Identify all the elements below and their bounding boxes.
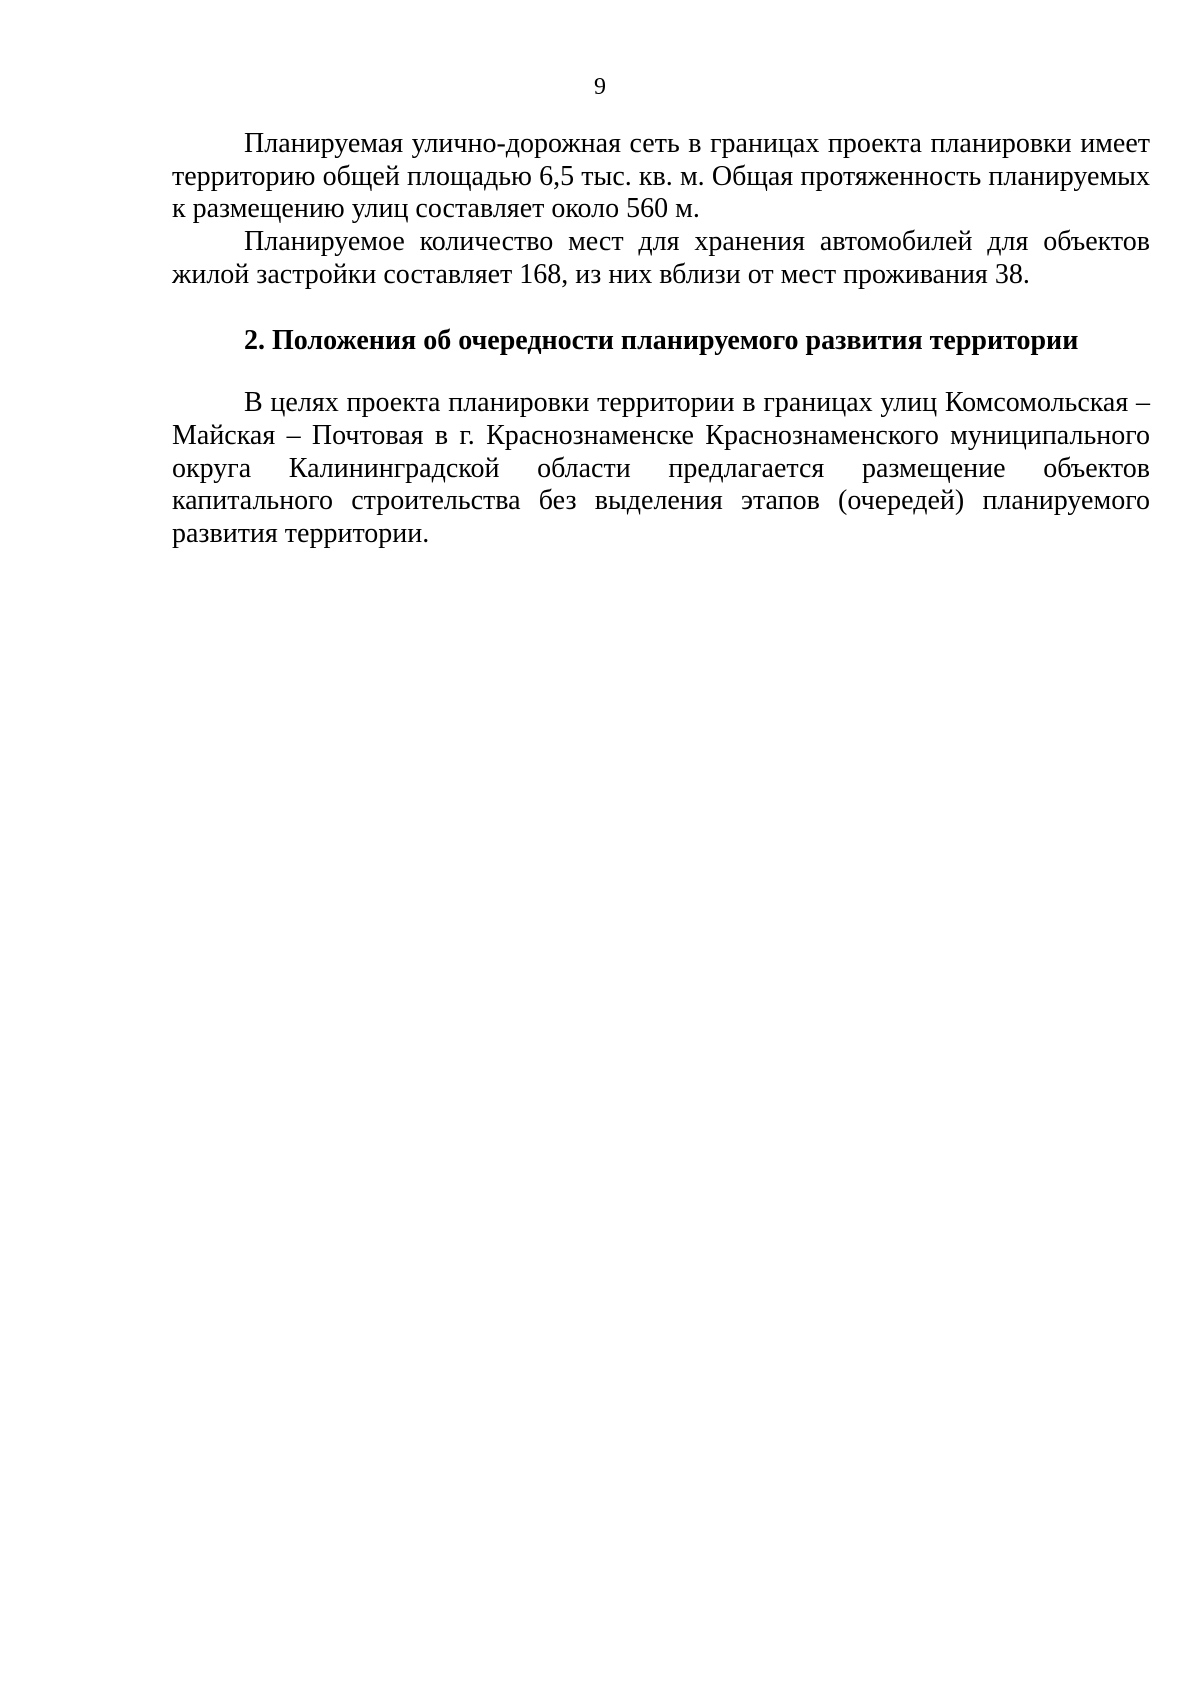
paragraph-development-stages: В целях проекта планировки территории в границах улиц Комсомольская – Майская – Почтовая в г. Краснознаменске Краснознаменского муниципального округа Калининградской области предлагается размещение объектов капитального строительства без выделения этапов (очередей) планируемого развития территории. bbox=[172, 387, 1150, 550]
page-number: 9 bbox=[594, 74, 606, 100]
section-heading: 2. Положения об очередности планируемого развития территории bbox=[244, 324, 1079, 356]
paragraph-street-network: Планируемая улично-дорожная сеть в границах проекта планировки имеет территорию общей площадью 6,5 тыс. кв. м. Общая протяженность планируемых к размещению улиц составляет около 560 м. bbox=[172, 128, 1150, 225]
document-body bbox=[172, 128, 1150, 551]
paragraph-parking-spaces: Планируемое количество мест для хранения автомобилей для объектов жилой застройки составляет 168, из них вблизи от мест проживания 38. bbox=[172, 226, 1150, 290]
